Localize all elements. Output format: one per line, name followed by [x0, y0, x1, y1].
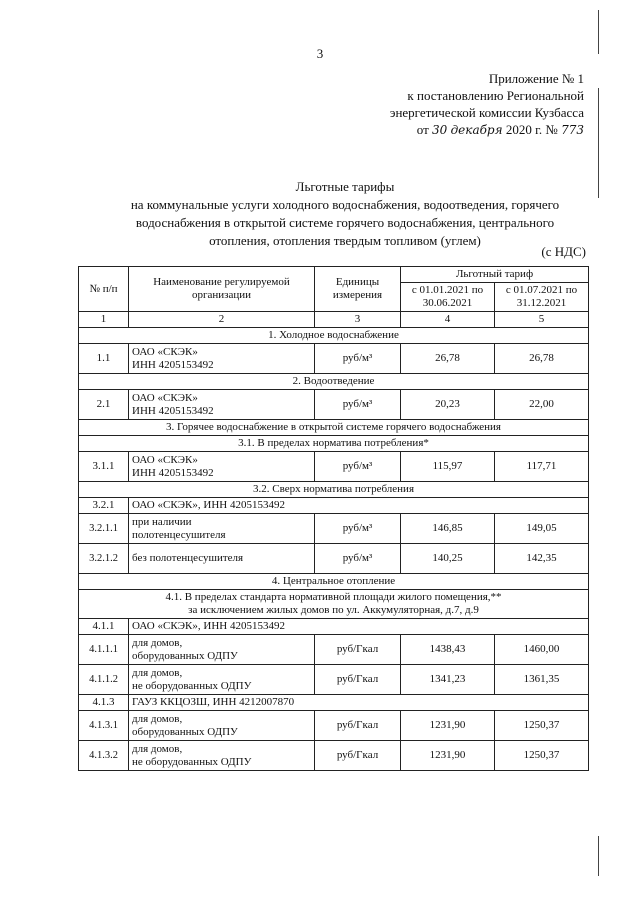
margin-rule	[598, 836, 599, 876]
table-row	[79, 344, 589, 374]
row-name	[129, 452, 315, 482]
row-name-line: для домов,	[132, 742, 183, 755]
table-row	[79, 514, 589, 544]
date-day: 30	[432, 123, 448, 137]
date-number: 773	[561, 123, 584, 137]
row-value-2: 142,35	[495, 544, 589, 574]
row-org: ГАУЗ ККЦОЗШ, ИНН 4212007870	[129, 695, 589, 711]
row-num: 3.2.1.2	[79, 544, 129, 574]
table-row	[79, 695, 589, 711]
appendix-date	[390, 121, 584, 139]
row-value-1: 1231,90	[401, 711, 495, 741]
row-num: 3.1.1	[79, 452, 129, 482]
table-row	[79, 711, 589, 741]
section-row	[79, 590, 589, 619]
table-row	[79, 452, 589, 482]
table-row	[79, 498, 589, 514]
row-value-2: 26,78	[495, 344, 589, 374]
row-value-1: 1231,90	[401, 741, 495, 771]
section-row	[79, 374, 589, 390]
row-name	[129, 665, 315, 695]
org-name: ОАО «СКЭК»	[132, 453, 198, 466]
row-unit: руб/Гкал	[315, 741, 401, 771]
row-value-1: 26,78	[401, 344, 495, 374]
appendix-line: энергетической комиссии Кузбасса	[389, 105, 584, 120]
table-row	[79, 619, 589, 635]
row-value-2: 1250,37	[495, 711, 589, 741]
date-month: декабря	[450, 123, 503, 137]
row-num: 4.1.3	[79, 695, 129, 711]
row-value-2: 1250,37	[495, 741, 589, 771]
col-number: 5	[495, 312, 589, 328]
row-name-line: для домов,	[132, 712, 183, 725]
col-number: 4	[401, 312, 495, 328]
row-name	[129, 344, 315, 374]
row-unit: руб/м³	[315, 452, 401, 482]
date-year: 2020 г. №	[505, 122, 558, 137]
section-title: 3. Горячее водоснабжение в открытой системе горячего водоснабжения	[79, 420, 589, 436]
row-num: 4.1.1	[79, 619, 129, 635]
row-value-1: 20,23	[401, 390, 495, 420]
section-row	[79, 420, 589, 436]
margin-rule	[598, 10, 599, 54]
row-value-1: 115,97	[401, 452, 495, 482]
row-name-line: не оборудованных ОДПУ	[132, 755, 252, 768]
row-name	[129, 390, 315, 420]
margin-rule	[598, 88, 599, 198]
row-num: 1.1	[79, 344, 129, 374]
row-unit: руб/Гкал	[315, 665, 401, 695]
row-num: 3.2.1.1	[79, 514, 129, 544]
row-name: без полотенцесушителя	[129, 544, 315, 574]
subsection-line: за исключением жилых домов по ул. Аккумуляторная, д.7, д.9	[188, 604, 479, 616]
document-title	[100, 178, 590, 250]
row-unit: руб/м³	[315, 544, 401, 574]
header-num: № п/п	[79, 267, 129, 312]
table-row	[79, 544, 589, 574]
row-value-2: 22,00	[495, 390, 589, 420]
title-line: отопления, отопления твердым топливом (углем)	[209, 233, 481, 248]
title-line: на коммунальные услуги холодного водоснабжения, водоотведения, горячего	[130, 197, 560, 212]
row-num: 4.1.1.2	[79, 665, 129, 695]
subsection-title: 3.1. В пределах норматива потребления*	[79, 436, 589, 452]
row-org: ОАО «СКЭК», ИНН 4205153492	[129, 498, 589, 514]
table-row	[79, 635, 589, 665]
appendix-header	[390, 70, 584, 139]
row-unit: руб/м³	[315, 390, 401, 420]
row-unit: руб/Гкал	[315, 635, 401, 665]
subsection-title: 3.2. Сверх норматива потребления	[79, 482, 589, 498]
appendix-line: к постановлению Региональной	[407, 88, 584, 103]
table-row	[79, 390, 589, 420]
row-value-1: 1341,23	[401, 665, 495, 695]
org-inn: ИНН 4205153492	[132, 358, 214, 371]
org-name: ОАО «СКЭК»	[132, 391, 198, 404]
section-title: 4. Центральное отопление	[79, 574, 589, 590]
header-period-1: с 01.01.2021 по 30.06.2021	[401, 283, 495, 312]
row-unit: руб/Гкал	[315, 711, 401, 741]
title-heading: Льготные тарифы	[295, 179, 395, 194]
row-num: 2.1	[79, 390, 129, 420]
col-number: 3	[315, 312, 401, 328]
date-prefix: от	[416, 122, 429, 137]
header-unit: Единицы измерения	[315, 267, 401, 312]
org-name: ОАО «СКЭК»	[132, 345, 198, 358]
section-row	[79, 328, 589, 344]
row-org: ОАО «СКЭК», ИНН 4205153492	[129, 619, 589, 635]
row-name-line: при наличии	[132, 515, 192, 528]
row-name	[129, 711, 315, 741]
section-title: 2. Водоотведение	[79, 374, 589, 390]
row-value-2: 1460,00	[495, 635, 589, 665]
row-name-line: оборудованных ОДПУ	[132, 725, 238, 738]
row-value-1: 140,25	[401, 544, 495, 574]
row-value-1: 1438,43	[401, 635, 495, 665]
row-value-2: 117,71	[495, 452, 589, 482]
tariff-table	[78, 266, 589, 771]
row-num: 3.2.1	[79, 498, 129, 514]
row-name-line: для домов,	[132, 666, 183, 679]
row-num: 4.1.3.1	[79, 711, 129, 741]
section-row	[79, 436, 589, 452]
header-tariff: Льготный тариф	[401, 267, 589, 283]
table-row	[79, 741, 589, 771]
vat-note: (с НДС)	[541, 244, 586, 259]
row-value-1: 146,85	[401, 514, 495, 544]
row-num: 4.1.3.2	[79, 741, 129, 771]
row-unit: руб/м³	[315, 344, 401, 374]
row-unit: руб/м³	[315, 514, 401, 544]
col-number: 1	[79, 312, 129, 328]
row-name	[129, 741, 315, 771]
header-period-2: с 01.07.2021 по 31.12.2021	[495, 283, 589, 312]
row-value-2: 1361,35	[495, 665, 589, 695]
row-name-line: не оборудованных ОДПУ	[132, 679, 252, 692]
org-inn: ИНН 4205153492	[132, 466, 214, 479]
appendix-title: Приложение № 1	[488, 71, 584, 86]
title-line: водоснабжения в открытой системе горячего водоснабжения, центрального	[135, 215, 555, 230]
subsection-title	[79, 590, 589, 619]
section-row	[79, 482, 589, 498]
page-number: 3	[316, 46, 324, 61]
row-name-line: полотенцесушителя	[132, 528, 226, 541]
table-row	[79, 665, 589, 695]
row-value-2: 149,05	[495, 514, 589, 544]
subsection-line: 4.1. В пределах стандарта нормативной площади жилого помещения,**	[165, 591, 502, 603]
row-name	[129, 635, 315, 665]
col-number: 2	[129, 312, 315, 328]
row-name-line: оборудованных ОДПУ	[132, 649, 238, 662]
row-name-line: для домов,	[132, 636, 183, 649]
row-name	[129, 514, 315, 544]
org-inn: ИНН 4205153492	[132, 404, 214, 417]
section-row	[79, 574, 589, 590]
header-name: Наименование регулируемой организации	[129, 267, 315, 312]
section-title: 1. Холодное водоснабжение	[79, 328, 589, 344]
row-num: 4.1.1.1	[79, 635, 129, 665]
